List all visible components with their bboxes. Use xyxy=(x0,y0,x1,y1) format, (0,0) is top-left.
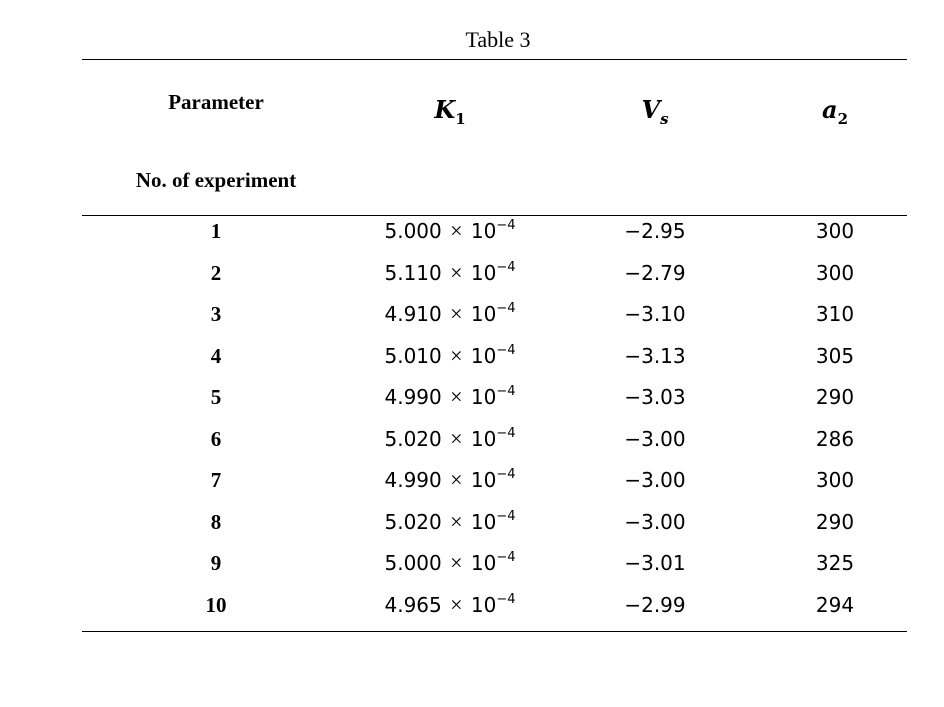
table-header-rule xyxy=(82,215,907,216)
cell-k1: $5.010 \times 10^{-4}$ xyxy=(384,342,516,368)
header-k1 xyxy=(350,95,550,128)
cell-vs: −3.00 xyxy=(624,426,686,451)
cell-a2: 290 xyxy=(815,509,855,534)
cell-vs: −3.00 xyxy=(624,468,686,492)
table-row xyxy=(82,466,907,508)
cell-experiment: 10 xyxy=(205,592,227,617)
cell-vs: −3.10 xyxy=(624,302,686,326)
cell-k1: $5.000 \times 10^{-4}$ xyxy=(384,550,516,575)
cell-experiment: 7 xyxy=(210,468,222,492)
cell-a2: 325 xyxy=(815,551,855,575)
table-bottom-rule xyxy=(82,631,907,632)
cell-k1: $4.910 \times 10^{-4}$ xyxy=(384,301,516,326)
cell-experiment: 8 xyxy=(210,509,222,534)
cell-k1: $4.990 \times 10^{-4}$ xyxy=(384,384,516,409)
cell-k1: $5.020 \times 10^{-4}$ xyxy=(384,425,516,451)
cell-vs: −3.01 xyxy=(624,551,686,575)
header-vs xyxy=(555,95,755,128)
cell-vs: −3.13 xyxy=(624,343,686,368)
cell-experiment: 5 xyxy=(210,385,222,409)
cell-a2: 300 xyxy=(815,468,855,492)
table-row xyxy=(82,549,907,591)
table-row xyxy=(82,259,907,301)
table-body xyxy=(82,217,907,632)
table-row xyxy=(82,383,907,425)
cell-a2: 300 xyxy=(815,219,855,243)
header-a2 xyxy=(735,95,935,128)
cell-k1: $5.110 \times 10^{-4}$ xyxy=(384,259,516,285)
table-row xyxy=(82,508,907,550)
cell-experiment: 4 xyxy=(210,343,222,368)
header-experiment: No. of experiment xyxy=(135,168,297,192)
table-row xyxy=(82,217,907,259)
cell-vs: −3.00 xyxy=(624,509,686,534)
cell-experiment: 1 xyxy=(210,219,222,243)
cell-a2: 286 xyxy=(815,426,855,451)
cell-experiment: 3 xyxy=(210,302,222,326)
table-row xyxy=(82,300,907,342)
cell-k1: $5.000 \times 10^{-4}$ xyxy=(384,218,516,243)
table-row xyxy=(82,591,907,633)
header-vs-base: V xyxy=(641,95,661,124)
table-top-rule xyxy=(82,59,907,60)
cell-vs: −2.99 xyxy=(624,592,686,617)
header-vs-sub: s xyxy=(660,110,669,128)
cell-a2: 300 xyxy=(815,260,855,285)
header-k1-base: K xyxy=(434,95,456,124)
cell-k1: $4.965 \times 10^{-4}$ xyxy=(384,591,516,617)
cell-experiment: 9 xyxy=(210,551,222,575)
header-parameter: Parameter xyxy=(168,90,264,114)
cell-experiment: 6 xyxy=(210,426,222,451)
cell-a2: 290 xyxy=(815,385,855,409)
table-caption: Table 3 xyxy=(465,27,531,52)
cell-k1: $5.020 \times 10^{-4}$ xyxy=(384,508,516,534)
table-row xyxy=(82,425,907,467)
cell-vs: −3.03 xyxy=(624,385,686,409)
cell-a2: 305 xyxy=(815,343,855,368)
cell-k1: $4.990 \times 10^{-4}$ xyxy=(384,467,516,492)
header-a2-base: a xyxy=(822,95,838,124)
header-a2-sub: 2 xyxy=(837,110,848,128)
cell-a2: 294 xyxy=(815,592,855,617)
cell-vs: −2.79 xyxy=(624,260,686,285)
table-row xyxy=(82,342,907,384)
cell-experiment: 2 xyxy=(210,260,222,285)
cell-vs: −2.95 xyxy=(624,219,686,243)
header-k1-sub: 1 xyxy=(455,110,466,128)
cell-a2: 310 xyxy=(815,302,855,326)
